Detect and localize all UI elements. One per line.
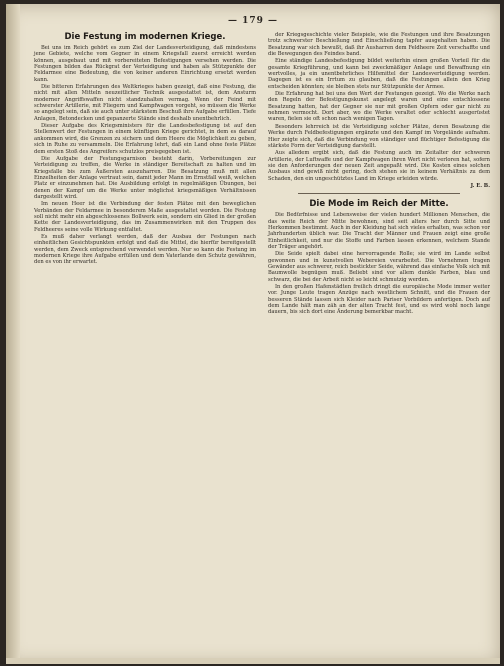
paragraph: Die Bedürfnisse und Lebensweise der vielen hundert Millionen Menschen, die das weite Reich der Mitte bewohnen, sind seit alters her durch Sitte und Herkommen bestimmt. Auch in der Kleidung hat sich vieles erhalten, was schon vor Jahrhunderten üblich war. Die Tracht der Männer und Frauen zeigt eine große Einheitlichkeit, und nur die Stoffe und Farben lassen erkennen, welchem Stande der Träger angehört. <box>268 212 490 250</box>
left-column <box>34 32 256 267</box>
section-divider <box>298 193 460 194</box>
author-signature: J. E. B. <box>470 182 490 189</box>
paragraph: Die Aufgabe der Festungsgarnison besteht darin, Vorbereitungen zur Verteidigung zu treffen, die Werke in ständiger Bereitschaft zu halten und im Kriegsfalle bis zum Äußersten auszuharren. Die Besatzung muß mit allen Einzelheiten der Anlage vertraut sein, damit jeder Mann im Ernstfall weiß, welchen Platz er einzunehmen hat. Die Ausbildung erfolgt in regelmäßigen Übungen, bei denen der Kampf um die Werke unter möglichst kriegsmäßigen Verhältnissen dargestellt wird. <box>34 155 256 200</box>
paragraph: Besonders lehrreich ist die Verteidigung solcher Plätze, deren Besatzung die Werke durch Feldbefestigungen ergänzte und den Kampf im Vorgelände aufnahm. Hier zeigte sich, daß die Verbindung von ständiger und flüchtiger Befestigung die stärkste Form der Verteidigung darstellt. <box>268 123 490 149</box>
paragraph: Im neuen Heer ist die Verbindung der festen Plätze mit den beweglichen Verbänden der Feldarmee in besonderem Maße ausgestaltet worden. Die Festung soll nicht mehr ein abgeschlossenes Bollwerk sein, sondern ein Glied in der großen Kette der Landesverteidigung, das im Zusammenwirken mit den Truppen des Feldheeres seine volle Wirkung entfaltet. <box>34 201 256 233</box>
paragraph: Es muß daher verlangt werden, daß der Ausbau der Festungen nach einheitlichen Gesichtspunkten erfolgt und daß die Mittel, die hierfür bereitgestellt werden, dem Zweck entsprechend verwendet werden. Nur so kann die Festung im modernen Kriege ihre Aufgabe erfüllen und dem Vaterlande den Schutz gewähren, den es von ihr erwartet. <box>34 233 256 266</box>
page-gutter <box>6 4 20 664</box>
right-column <box>268 32 490 317</box>
article-title-festung: Die Festung im modernen Kriege. <box>64 32 226 42</box>
paragraph: der Kriegsgeschichte vieler Beispiele, wie die Festungen und ihre Besatzungen trotz schwerster Beschießung und Einschließung tapfer ausgehalten haben. Die Besatzung war sich bewußt, daß ihr Ausharren dem Feldheere Zeit verschaffte und die Bewegungen des Feindes band. <box>268 32 490 58</box>
paragraph: Die Seide spielt dabei eine hervorragende Rolle; sie wird im Lande selbst gewonnen und in kunstvollen Webereien verarbeitet. Die Vornehmen tragen Gewänder aus schwerer, reich bestickter Seide, während das einfache Volk sich mit Baumwolle begnügen muß. Beliebt sind vor allem dunkle Farben, blau und schwarz, die bei der Arbeit nicht so leicht schmutzig werden. <box>268 251 490 283</box>
page-bottom-edge <box>6 658 500 664</box>
page-number: — 179 — <box>227 16 279 26</box>
magazine-page <box>6 4 500 664</box>
article-title-mode: Die Mode im Reich der Mitte. <box>309 199 449 210</box>
paragraph: Die Erfahrung hat bei uns den Wert der Festungen gezeigt. Wo die Werke nach den Regeln der Befestigungskunst angelegt waren und eine entschlossene Besatzung hatten, hat der Gegner sie nur mit großen Opfern oder gar nicht zu nehmen vermocht. Dort aber, wo die Werke veraltet oder schlecht ausgerüstet waren, fielen sie oft schon nach wenigen Tagen. <box>268 91 490 123</box>
paragraph: Bei uns im Reich gehört es zum Ziel der Landesverteidigung, daß mindestens jene Gebiete, welche vom Gegner in einem Kriegsfall zuerst erreicht werden können, ausgebaut und mit vorbereiteten Befestigungen versehen werden. Die Festungen bilden das Rückgrat der Verteidigung und haben als Stützpunkte der Feldarmee eine Bedeutung, die von keiner anderen Einrichtung ersetzt werden kann. <box>34 45 256 83</box>
paragraph: In den großen Hafenstädten freilich dringt die europäische Mode immer weiter vor. Junge Leute tragen Anzüge nach westlichem Schnitt, und die Frauen der besseren Stände lassen sich Kleider nach Pariser Vorbildern anfertigen. Doch auf dem Lande hält man zäh an der alten Tracht fest, und es wird wohl noch lange dauern, bis sich dort eine Änderung bemerkbar macht. <box>268 284 490 316</box>
paragraph: Aus alledem ergibt sich, daß die Festung auch im Zeitalter der schweren Artillerie, der Luftwaffe und der Kampfwagen ihren Wert nicht verloren hat, sofern sie den Anforderungen der neuen Zeit angepaßt wird. Die Kosten eines solchen Ausbaus sind gewiß nicht gering, doch stehen sie in keinem Verhältnis zu dem Schaden, den ein ungeschütztes Land im Kriege erleiden würde. <box>268 150 490 182</box>
paragraph: Dieser Aufgabe des Kriegsministers für die Landesbefestigung ist auf den Stellenwert der Festungen in einem künftigen Kriege gerichtet, in dem es darauf ankommen wird, die Grenzen zu sichern und dem Heere die Möglichkeit zu geben, sich in Ruhe zu versammeln. Die Erfahrung lehrt, daß ein Land ohne feste Plätze dem ersten Stoß des Angreifers schutzlos preisgegeben ist. <box>34 123 256 155</box>
paragraph: Eine ständige Landesbefestigung bildet weiterhin einen großen Vorteil für die gesamte Kriegführung, und kann bei zweckmäßiger Anlage und Bewaffnung ein wertvolles, ja ein unentbehrliches Hilfsmittel der Landesverteidigung werden. Dagegen ist es ein Irrtum zu glauben, daß die Festungen allein den Krieg entscheiden könnten; sie bleiben stets nur Stützpunkte der Armee. <box>268 58 490 90</box>
paragraph: Die bitteren Erfahrungen des Weltkrieges haben gezeigt, daß eine Festung, die nicht mit allen Mitteln neuzeitlicher Technik ausgestattet ist, dem Ansturm moderner Angriffswaffen nicht standzuhalten vermag. Wenn der Feind mit schwerster Artillerie, mit Fliegern und Kampfwagen vorgeht, so müssen die Werke so angelegt sein, daß sie auch unter stärkstem Beschuß ihre Aufgabe erfüllen. Tiefe Anlagen, Betondecken und gepanzerte Stände sind deshalb unentbehrlich. <box>34 84 256 122</box>
